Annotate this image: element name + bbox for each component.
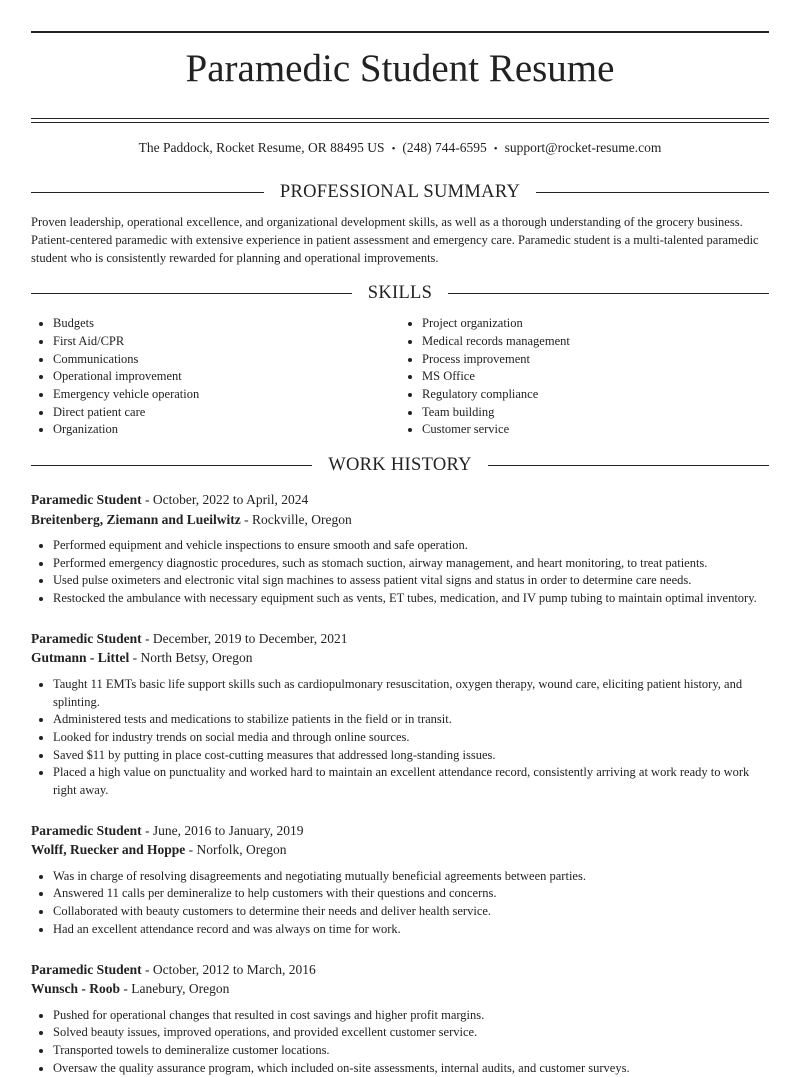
skill-item: • Budgets — [53, 315, 400, 333]
job-entry — [31, 490, 769, 608]
job-bullet: • Had an excellent attendance record and was always on time for work. — [53, 921, 769, 939]
title-double-rule — [31, 118, 769, 123]
job-company-line — [31, 648, 769, 668]
job-role: Paramedic Student — [31, 822, 142, 838]
skill-item: • MS Office — [422, 368, 769, 386]
job-role-line — [31, 821, 769, 841]
skill-item: • Project organization — [422, 315, 769, 333]
job-company: Gutmann - Littel — [31, 650, 130, 666]
job-role: Paramedic Student — [31, 630, 142, 646]
job-dates: - June, 2016 to January, 2019 — [141, 822, 304, 838]
work-heading — [31, 453, 769, 477]
job-role: Paramedic Student — [31, 961, 142, 977]
contact-separator: • — [391, 143, 396, 156]
job-bullet: • Performed emergency diagnostic procedures, such as stomach suction, airway management, and heart monitoring, to treat patients. — [53, 555, 769, 573]
job-bullet: • Saved $11 by putting in place cost-cutting measures that addressed long-standing issues. — [53, 747, 769, 765]
work-heading-label: WORK HISTORY — [328, 455, 472, 476]
skill-item: • Customer service — [422, 421, 769, 439]
heading-rule-right — [488, 465, 769, 466]
job-bullets — [31, 1007, 769, 1077]
skill-item: • Operational improvement — [53, 368, 400, 386]
skill-item: • Direct patient care — [53, 404, 400, 422]
skill-item: • First Aid/CPR — [53, 333, 400, 351]
job-company-line — [31, 979, 769, 999]
job-company-line — [31, 510, 769, 530]
skill-item: • Emergency vehicle operation — [53, 386, 400, 404]
job-bullet: • Looked for industry trends on social media and through online sources. — [53, 729, 769, 747]
skill-item: • Communications — [53, 351, 400, 369]
job-role-line — [31, 490, 769, 510]
heading-rule-right — [536, 192, 769, 193]
job-company-line — [31, 840, 769, 860]
job-role: Paramedic Student — [31, 492, 142, 508]
summary-text: Proven leadership, operational excellence, and organizational development skills, as well as a thorough understanding of the grocery business. Patient-centered paramedic with extensive experience in patient assessment and emergency care. Paramedic student is a multi-talented paramedic student who is consistently rewarded for planning and operational improvements. — [31, 215, 759, 266]
job-company: Wolff, Ruecker and Hoppe — [31, 842, 186, 858]
job-bullet: • Restocked the ambulance with necessary equipment such as vents, ET tubes, medication, and IV pump tubing to maintain optimal inventory. — [53, 590, 769, 608]
job-bullet: • Taught 11 EMTs basic life support skills such as cardiopulmonary resuscitation, oxygen therapy, wound care, eliciting patient history, and splinting. — [53, 676, 769, 711]
job-company: Wunsch - Roob — [31, 981, 121, 997]
job-location: - Rockville, Oregon — [240, 511, 352, 527]
job-location: - Lanebury, Oregon — [120, 981, 230, 997]
heading-rule-left — [31, 192, 264, 193]
job-role-line — [31, 629, 769, 649]
job-bullet: • Was in charge of resolving disagreements and negotiating mutually beneficial agreements between parties. — [53, 868, 769, 886]
job-bullets — [31, 868, 769, 939]
job-entry — [31, 629, 769, 800]
contact-line — [31, 139, 769, 158]
skills-list-left — [31, 315, 400, 439]
job-bullet: • Used pulse oximeters and electronic vital sign machines to assess patient vital signs and status in order to determine care needs. — [53, 572, 769, 590]
job-bullet: • Answered 11 calls per demineralize to help customers with their questions and concerns. — [53, 885, 769, 903]
skill-item: • Organization — [53, 421, 400, 439]
job-entry — [31, 821, 769, 939]
job-bullet: • Pushed for operational changes that resulted in cost savings and higher profit margins. — [53, 1007, 769, 1025]
job-bullet: • Collaborated with beauty customers to determine their needs and deliver health service. — [53, 903, 769, 921]
contact-address: The Paddock, Rocket Resume, OR 88495 US — [138, 140, 385, 156]
skill-item: • Process improvement — [422, 351, 769, 369]
job-bullet: • Transported towels to demineralize customer locations. — [53, 1042, 769, 1060]
top-rule — [31, 31, 769, 33]
skills-heading-label: SKILLS — [367, 283, 433, 304]
job-bullet: • Solved beauty issues, improved operations, and provided excellent customer service. — [53, 1024, 769, 1042]
summary-heading-label: PROFESSIONAL SUMMARY — [279, 182, 521, 203]
skill-item: • Regulatory compliance — [422, 386, 769, 404]
job-dates: - December, 2019 to December, 2021 — [141, 630, 348, 646]
job-bullets — [31, 537, 769, 608]
skills-columns — [31, 315, 769, 439]
job-bullets — [31, 676, 769, 800]
job-bullet: • Oversaw the quality assurance program, which included on-site assessments, internal audits, and customer surveys. — [53, 1060, 769, 1077]
job-entry — [31, 960, 769, 1077]
heading-rule-left — [31, 465, 312, 466]
summary-heading — [31, 180, 769, 204]
job-company: Breitenberg, Ziemann and Lueilwitz — [31, 511, 241, 527]
contact-email: support@rocket-resume.com — [504, 140, 662, 156]
job-bullet: • Administered tests and medications to stabilize patients in the field or in transit. — [53, 711, 769, 729]
skill-item: • Medical records management — [422, 333, 769, 351]
resume-title: Paramedic Student Resume — [185, 47, 615, 90]
heading-rule-right — [448, 293, 769, 294]
skills-list-right — [400, 315, 769, 439]
job-role-line — [31, 960, 769, 980]
contact-separator: • — [493, 143, 498, 156]
job-bullet: • Placed a high value on punctuality and worked hard to maintain an excellent attendance record, consistently arriving at work ready to work right away. — [53, 764, 769, 799]
job-location: - North Betsy, Oregon — [129, 650, 253, 666]
job-bullet: • Performed equipment and vehicle inspections to ensure smooth and safe operation. — [53, 537, 769, 555]
job-dates: - October, 2012 to March, 2016 — [141, 961, 316, 977]
job-dates: - October, 2022 to April, 2024 — [141, 492, 309, 508]
contact-phone: (248) 744-6595 — [402, 140, 487, 156]
heading-rule-left — [31, 293, 352, 294]
skill-item: • Team building — [422, 404, 769, 422]
skills-heading — [31, 281, 769, 305]
job-location: - Norfolk, Oregon — [185, 842, 287, 858]
resume-page — [31, 0, 769, 1077]
